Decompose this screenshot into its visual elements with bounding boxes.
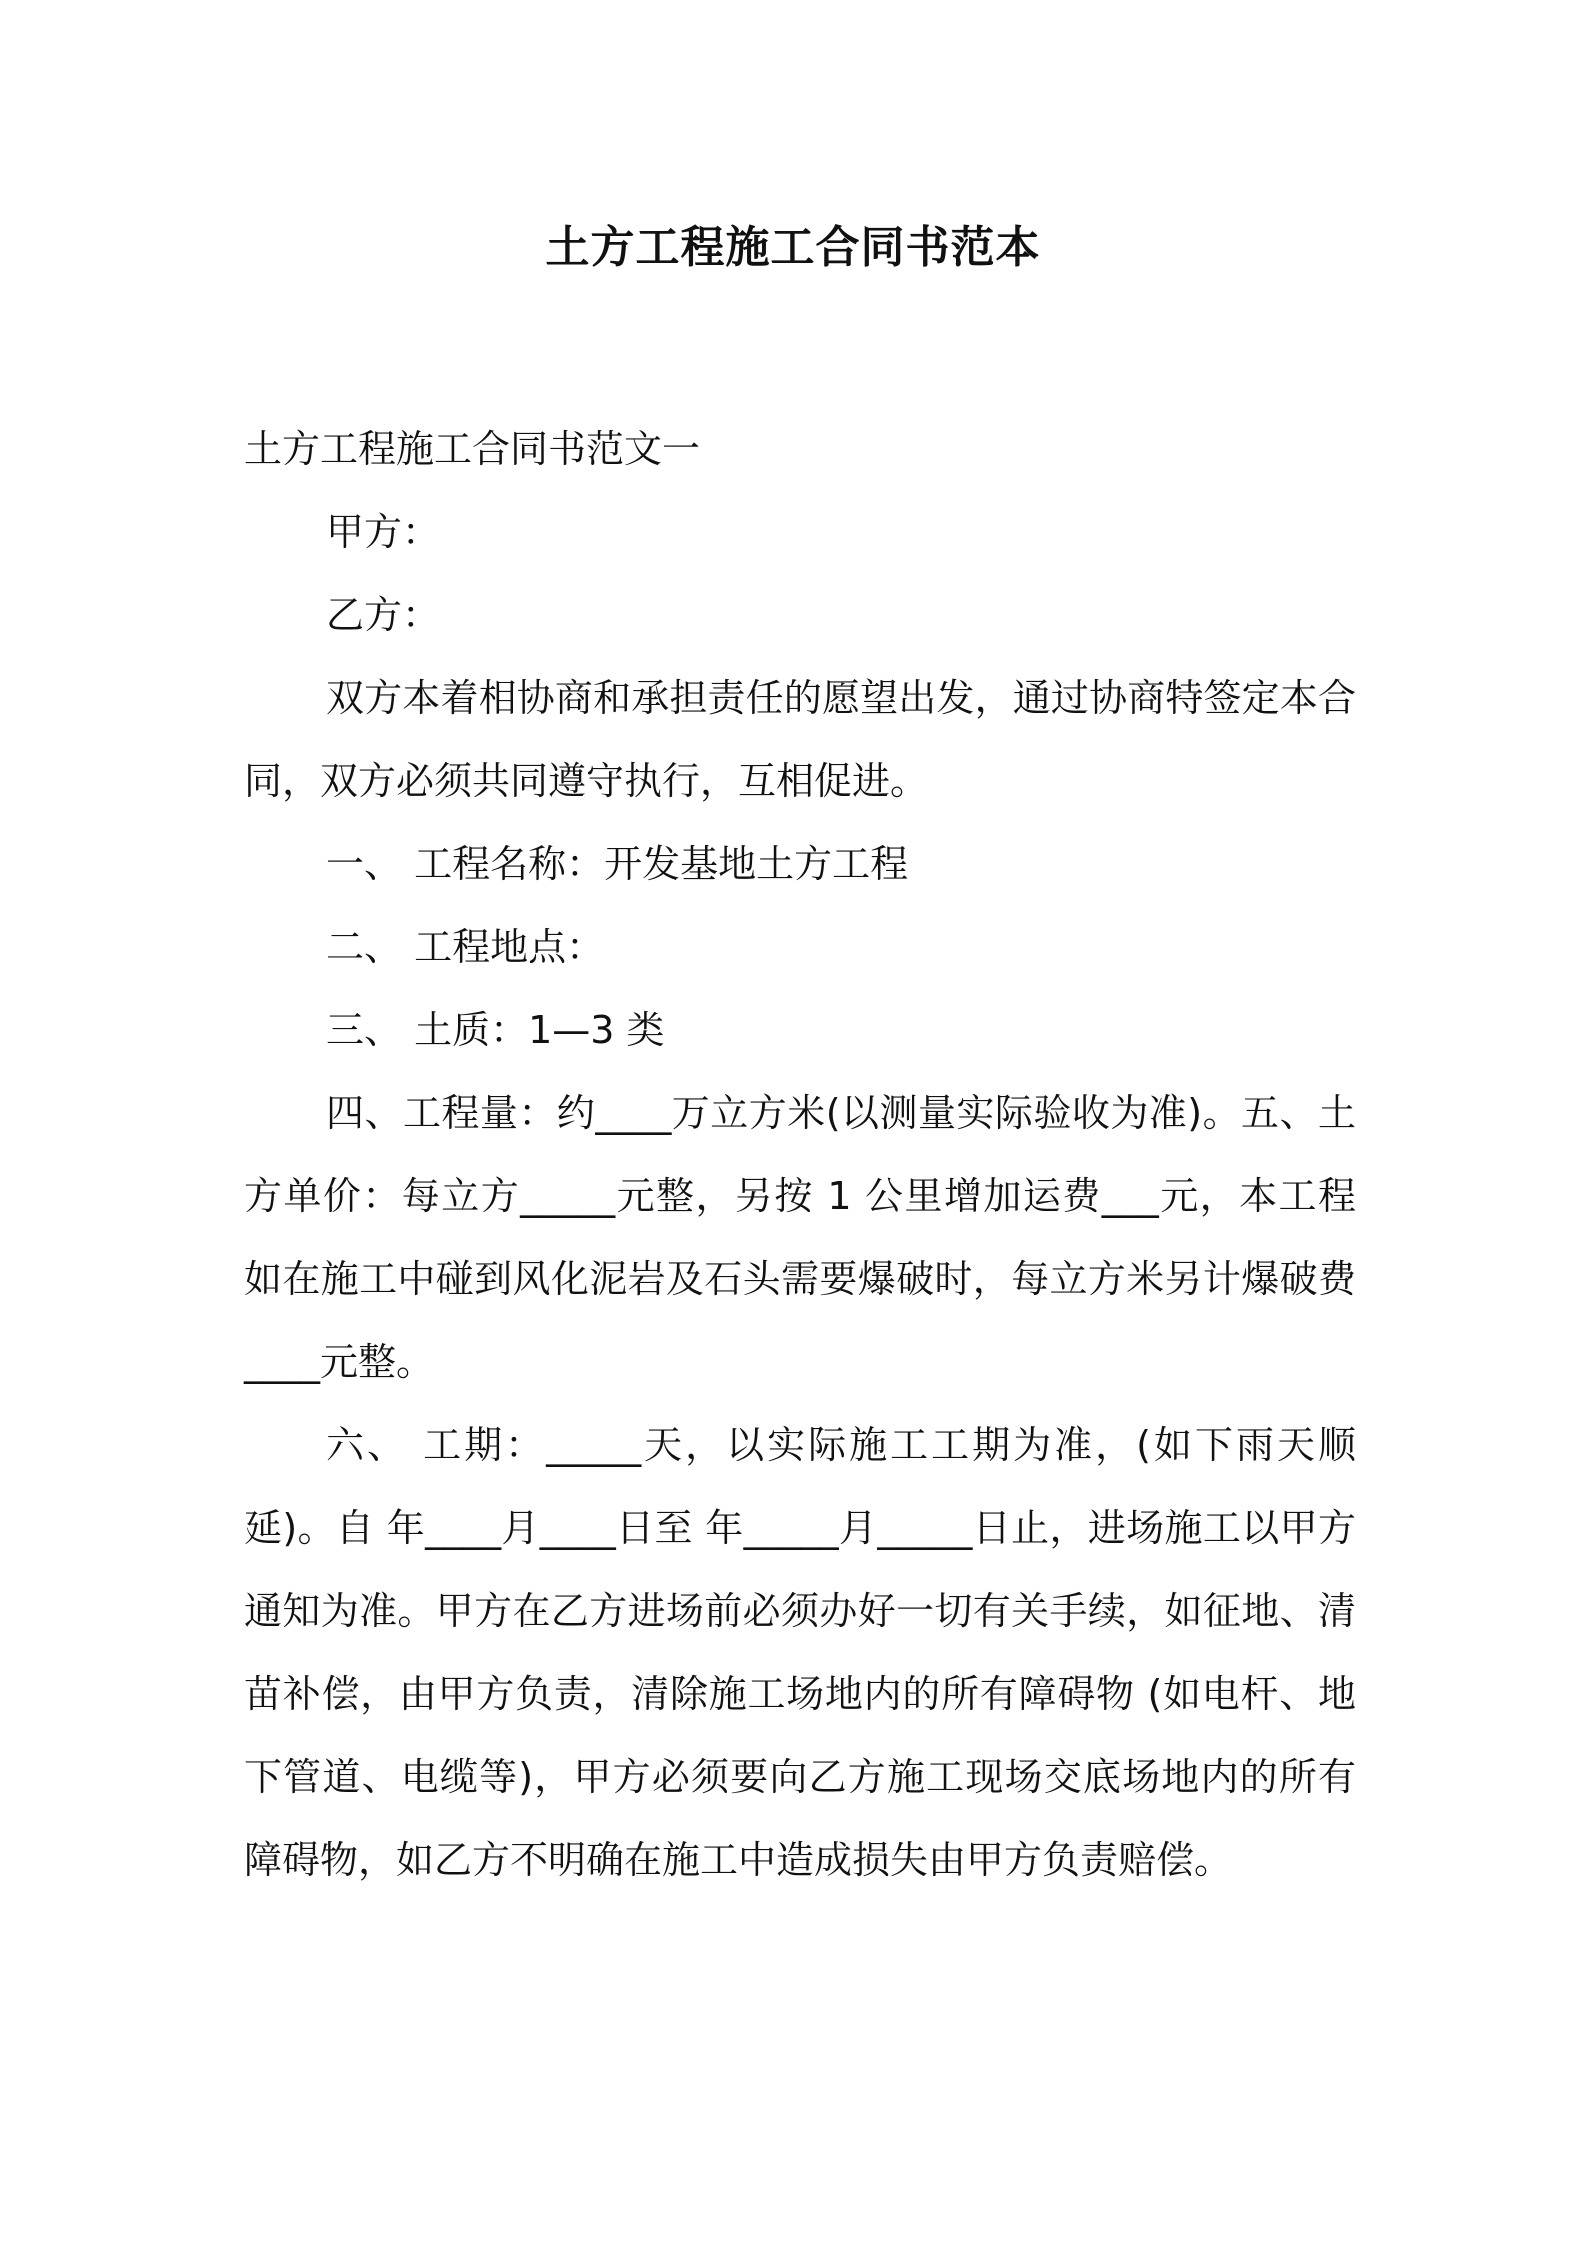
clause-schedule: 六、 工期：_____天，以实际施工工期为准，(如下雨天顺延)。自 年____月____日至 年_____月_____日止，进场施工以甲方通知为准。甲方在乙方进场前必须办好一切有关手续，如征地、清苗补偿，由甲方负责，清除施工场地内的所有障碍物 (如电杆、地下管道、电缆等)，甲方必须要向乙方施工现场交底场地内的所有障碍物，如乙方不明确在施工中造成损失由甲方负责赔偿。	[244, 1423, 1356, 1882]
section-subtitle: 土方工程施工合同书范文一	[244, 427, 701, 471]
clause-quantity-and-price: 四、工程量：约____万立方米(以测量实际验收为准)。五、土方单价：每立方_____元整，另按 1 公里增加运费___元，本工程如在施工中碰到风化泥岩及石头需要爆破时，每立方米另计爆破费____元整。	[244, 1091, 1356, 1384]
clause-project-name: 一、 工程名称：开发基地土方工程	[326, 842, 909, 886]
document-body	[244, 408, 1356, 1902]
party-b-line: 乙方：	[326, 593, 441, 637]
document-title: 土方工程施工合同书范本	[545, 222, 1041, 273]
clause-soil-type: 三、 土质：1—3 类	[326, 1008, 665, 1052]
party-a-line: 甲方：	[326, 510, 441, 554]
clause-project-location: 二、 工程地点：	[326, 925, 605, 969]
intro-paragraph: 双方本着相协商和承担责任的愿望出发，通过协商特签定本合同，双方必须共同遵守执行，互相促进。	[244, 676, 1356, 803]
